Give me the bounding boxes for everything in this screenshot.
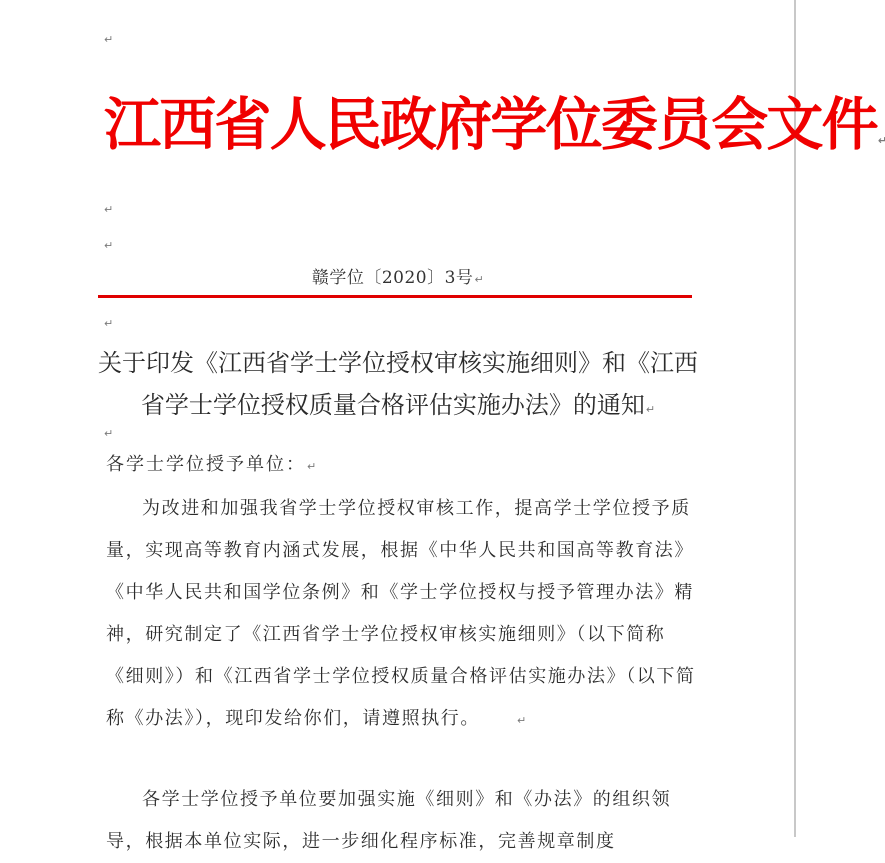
paragraph-mark-icon: ↵ [877, 134, 885, 147]
paragraph-mark-icon: ↵ [645, 403, 656, 416]
paragraph-mark-icon: ↵ [307, 460, 319, 473]
notice-paragraph-2: 各学士学位授予单位要加强实施《细则》和《办法》的组织领导，根据本单位实际，进一步细化程序标准，完善规章制度 [106, 789, 672, 852]
paragraph-mark-icon: ↵ [517, 714, 528, 727]
paragraph-mark-icon: ↵ [104, 239, 114, 252]
notice-paragraph-1: 为改进和加强我省学士学位授权审核工作，提高学士学位授予质量，实现高等教育内涵式发展，根据《中华人民共和国高等教育法》《中华人民共和国学位条例》和《学士学位授权与授予管理办法》精神，研究制定了《江西省学士学位授权审核实施细则》（以下简称《细则》）和《江西省学士学位授权质量合格评估实施办法》（以下简称《办法》），现印发给你们，请遵照执行。 ↵ [106, 498, 696, 729]
red-divider-line [98, 295, 692, 298]
paragraph-mark-icon: ↵ [104, 33, 114, 46]
paragraph-mark-icon: ↵ [474, 273, 485, 286]
paragraph-mark-icon: ↵ [104, 203, 114, 216]
notice-title: 关于印发《江西省学士学位授权审核实施细则》和《江西省学士学位授权质量合格评估实施办法》的通知↵ [98, 349, 698, 419]
document-header-title: 江西省人民政府学位委员会文件↵ [104, 92, 885, 158]
document-number: 赣学位〔2020〕3号↵ [311, 268, 485, 288]
paragraph-mark-icon: ↵ [104, 317, 114, 330]
paragraph-mark-icon: ↵ [104, 427, 114, 440]
notice-addressee: 各学士学位授予单位：↵ [106, 454, 319, 475]
